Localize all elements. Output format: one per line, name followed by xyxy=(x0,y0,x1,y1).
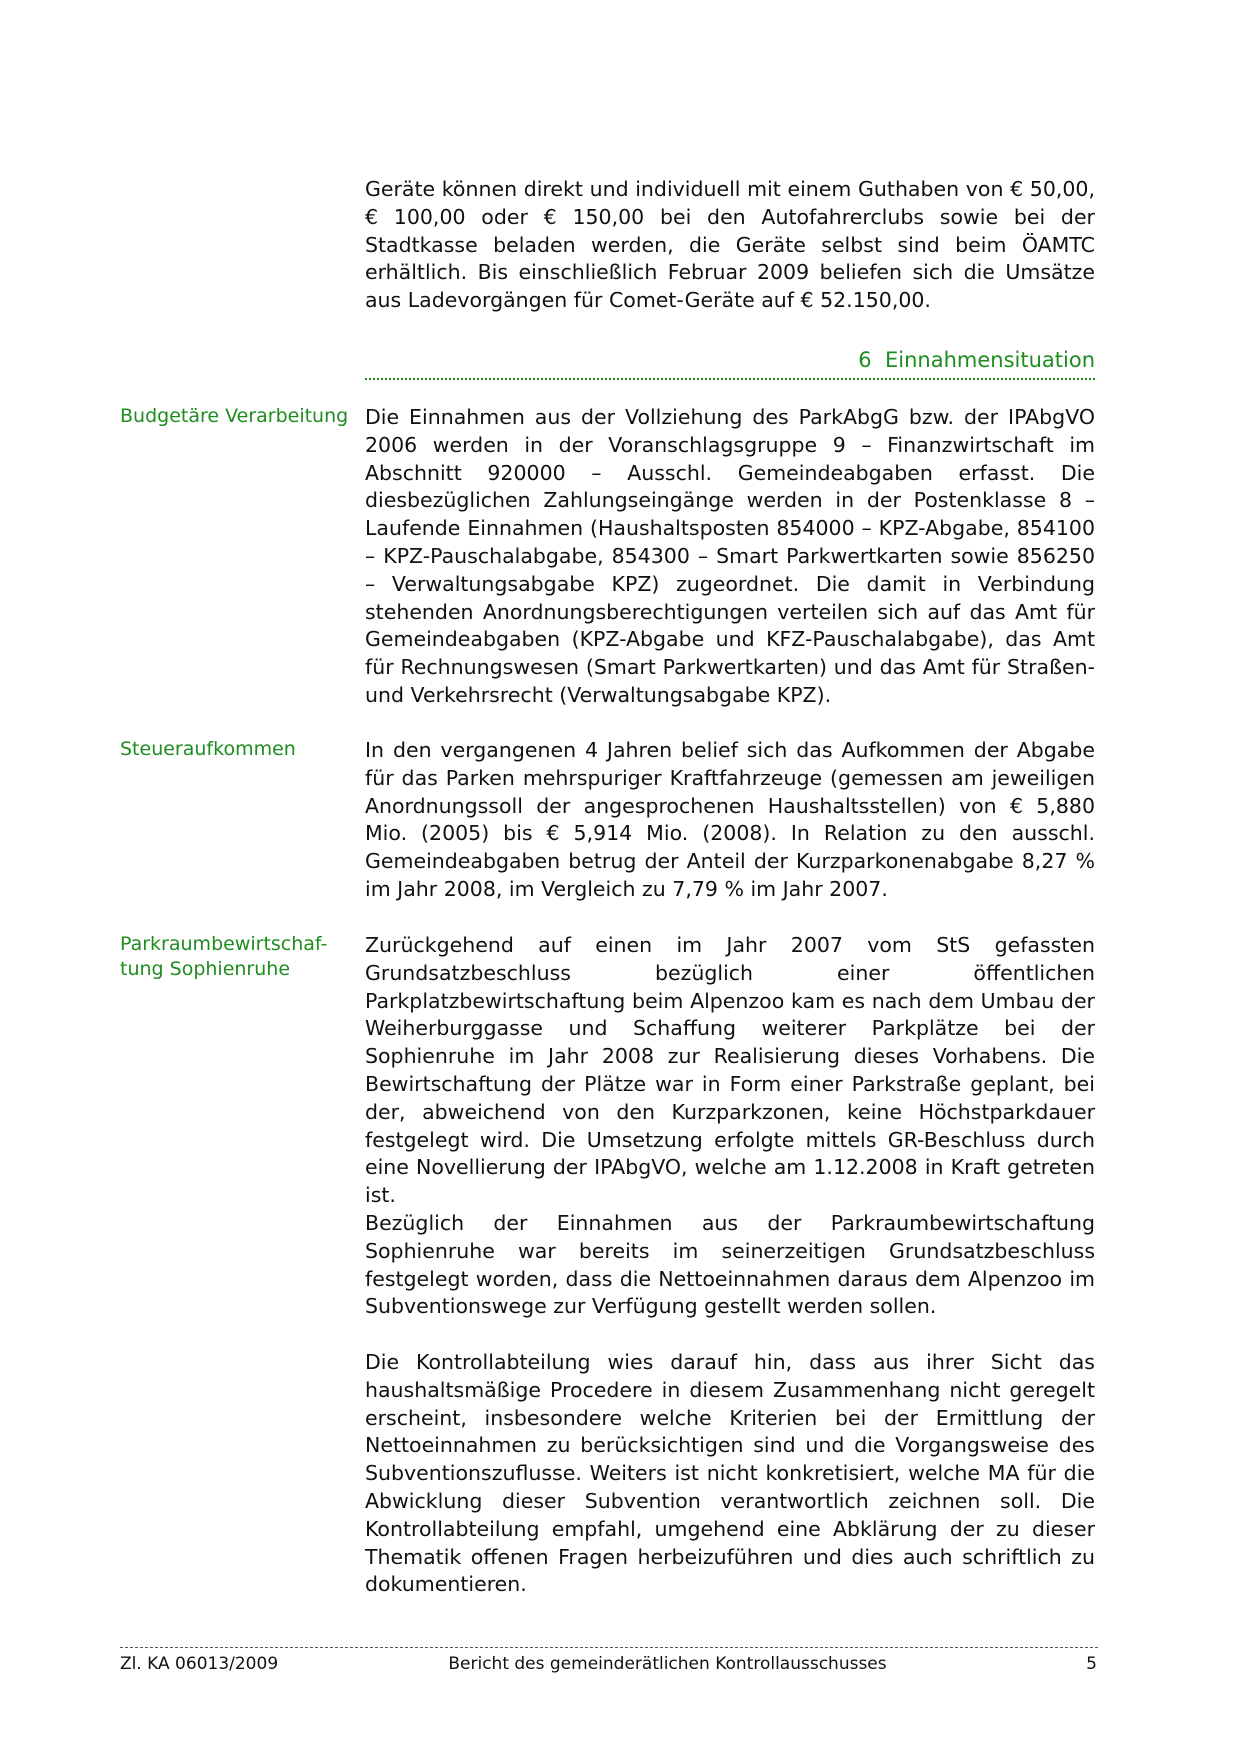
section-heading xyxy=(365,346,1095,374)
footer-divider xyxy=(120,1647,1098,1648)
page-number: 5 xyxy=(1086,1654,1097,1674)
margin-note-parkraum: Parkraumbewirtschaf-tung Sophienruhe xyxy=(120,933,328,980)
section-title: Einnahmensituation xyxy=(885,348,1095,372)
paragraph-steuer: In den vergangenen 4 Jahren belief sich das Aufkommen der Abgabe für das Parken mehrspuriger Kraftfahrzeuge (gemessen am jeweiligen Anordnungssoll der angesprochenen Haushaltsstellen) von € 5,880 Mio. (2005) bis € 5,914 Mio. (2008). In Relation zu den ausschl. Gemeindeabgaben betrug der Anteil der Kurzparkonenabgabe 8,27 % im Jahr 2008, im Vergleich zu 7,79 % im Jahr 2007. xyxy=(365,738,1095,901)
section-divider xyxy=(365,378,1095,380)
section-number: 6 xyxy=(858,348,872,372)
margin-note-budgetaere: Budgetäre Verarbeitung xyxy=(120,405,349,427)
paragraph-parkraum-1: Zurückgehend auf einen im Jahr 2007 vom StS gefassten Grundsatzbeschluss bezüglich einer öffentlichen Parkplatzbewirtschaftung beim Alpenzoo kam es nach dem Umbau der Weiherburggasse und Schaffung weiterer Parkplätze bei der Sophienruhe im Jahr 2008 zur Realisierung dieses Vorhabens. Die Bewirtschaftung der Plätze war in Form einer Parkstraße geplant, bei der, abweichend von den Kurzparkzonen, keine Höchstparkdauer festgelegt wird. Die Umsetzung erfolgte mittels GR-Beschluss durch eine Novellierung der IPAbgVO, welche am 1.12.2008 in Kraft getreten ist. xyxy=(365,933,1095,1208)
margin-note-steuer: Steueraufkommen xyxy=(120,738,296,760)
paragraph-parkraum-3: Die Kontrollabteilung wies darauf hin, dass aus ihrer Sicht das haushaltsmäßige Procedere in diesem Zusammenhang nicht geregelt erscheint, insbesondere welche Kriterien bei der Ermittlung der Nettoeinnahmen zu berücksichtigen sind und die Vorgangsweise des Subventionszuflusse. Weiters ist nicht konkretisiert, welche MA für die Abwicklung dieser Subvention verantwortlich zeichnen soll. Die Kontrollabteilung empfahl, umgehend eine Abklärung der zu dieser Thematik offenen Fragen herbeizuführen und dies auch schriftlich zu dokumentieren. xyxy=(365,1350,1095,1597)
paragraph-budgetaere: Die Einnahmen aus der Vollziehung des ParkAbgG bzw. der IPAbgVO 2006 werden in der Voranschlagsgruppe 9 – Finanzwirtschaft im Abschnitt 920000 – Ausschl. Gemeindeabgaben erfasst. Die diesbezüglichen Zahlungseingänge werden in der Postenklasse 8 – Laufende Einnahmen (Haushaltsposten 854000 – KPZ-Abgabe, 854100 – KPZ-Pauschalabgabe, 854300 – Smart Parkwertkarten sowie 856250 – Verwaltungsabgabe KPZ) zugeordnet. Die damit in Verbindung stehenden Anordnungsberechtigungen verteilen sich auf das Amt für Gemeindeabgaben (KPZ-Abgabe und KFZ-Pauschalabgabe), das Amt für Rechnungswesen (Smart Parkwertkarten) und das Amt für Straßen- und Verkehrsrecht (Verwaltungsabgabe KPZ). xyxy=(365,405,1095,707)
intro-paragraph: Geräte können direkt und individuell mit einem Guthaben von € 50,00, € 100,00 oder € 150,00 bei den Autofahrerclubs sowie bei der Stadtkasse beladen werden, die Geräte selbst sind beim ÖAMTC erhältlich. Bis einschließlich Februar 2009 beliefen sich die Umsätze aus Ladevorgängen für Comet-Geräte auf € 52.150,00. xyxy=(365,177,1095,313)
paragraph-parkraum-2: Bezüglich der Einnahmen aus der Parkraumbewirtschaftung Sophienruhe war bereits im seinerzeitigen Grundsatzbeschluss festgelegt worden, dass die Nettoeinnahmen daraus dem Alpenzoo im Subventionswege zur Verfügung gestellt werden sollen. xyxy=(365,1211,1095,1319)
footer-title: Bericht des gemeinderätlichen Kontrollausschusses xyxy=(448,1654,887,1674)
footer-reference: Zl. KA 06013/2009 xyxy=(120,1654,279,1674)
